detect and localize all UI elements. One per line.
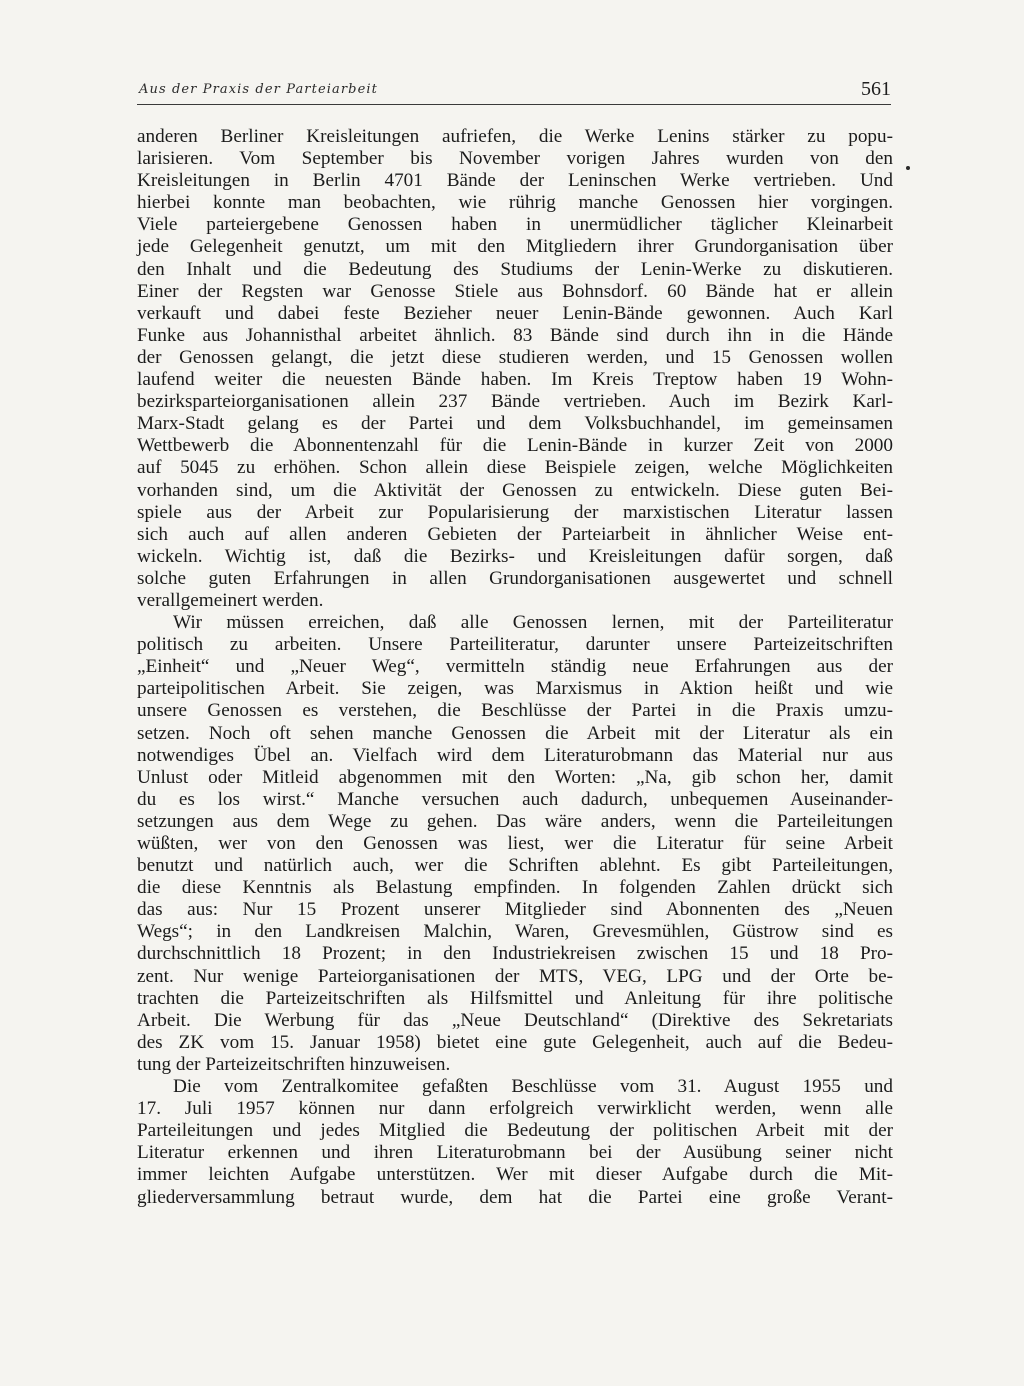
text-line: gliederversammlung betraut wurde, dem hat die Partei eine große Verant- xyxy=(137,1186,893,1208)
text-line: Einer der Regsten war Genosse Stiele aus Bohnsdorf. 60 Bände hat er allein xyxy=(137,280,893,302)
text-line: Funke aus Johannisthal arbeitet ähnlich. 83 Bände sind durch ihn in die Hände xyxy=(137,324,893,346)
text-line: das aus: Nur 15 Prozent unserer Mitglieder sind Abonnenten des „Neuen xyxy=(137,899,893,921)
text-line: spiele aus der Arbeit zur Popularisierung der marxistischen Literatur lassen xyxy=(137,501,893,523)
paragraph-1 xyxy=(137,126,893,612)
text-line: bezirksparteiorganisationen allein 237 Bände vertrieben. Auch im Bezirk Karl- xyxy=(137,391,893,413)
paragraph-3 xyxy=(137,1076,893,1209)
text-line: auf 5045 zu erhöhen. Schon allein diese Beispiele zeigen, welche Möglichkeiten xyxy=(137,457,893,479)
text-line: Unlust oder Mitleid abgenommen mit den Worten: „Na, gib schon her, damit xyxy=(137,766,893,788)
text-line: parteipolitischen Arbeit. Sie zeigen, was Marxismus in Aktion heißt und wie xyxy=(137,678,893,700)
header-rule xyxy=(137,104,891,105)
text-line: die diese Kenntnis als Belastung empfinden. In folgenden Zahlen drückt sich xyxy=(137,877,893,899)
text-line: vorhanden sind, um die Aktivität der Genossen zu entwickeln. Diese guten Bei- xyxy=(137,479,893,501)
text-line: notwendiges Übel an. Vielfach wird dem Literaturobmann das Material nur aus xyxy=(137,744,893,766)
text-line: Wir müssen erreichen, daß alle Genossen lernen, mit der Parteiliteratur xyxy=(173,612,893,634)
text-line: Literatur erkennen und ihren Literaturobmann bei der Ausübung seiner nicht xyxy=(137,1142,893,1164)
text-line: sich auch auf allen anderen Gebieten der Parteiarbeit in ähnlicher Weise ent- xyxy=(137,523,893,545)
text-line: trachten die Parteizeitschriften als Hilfsmittel und Anleitung für ihre politische xyxy=(137,987,893,1009)
text-line: wickeln. Wichtig ist, daß die Bezirks- und Kreisleitungen dafür sorgen, daß xyxy=(137,545,893,567)
text-line: benutzt und natürlich auch, wer die Schriften ablehnt. Es gibt Parteileitungen, xyxy=(137,855,893,877)
text-line: du es los wirst.“ Manche versuchen auch dadurch, unbequemen Auseinander- xyxy=(137,788,893,810)
text-line: setzungen aus dem Wege zu gehen. Das wäre anders, wenn die Parteileitungen xyxy=(137,810,893,832)
text-line: Wegs“; in den Landkreisen Malchin, Waren, Grevesmühlen, Güstrow sind es xyxy=(137,921,893,943)
text-line: jede Gelegenheit genutzt, um mit den Mitgliedern ihrer Grundorganisation über xyxy=(137,236,893,258)
text-line: larisieren. Vom September bis November vorigen Jahres wurden von den xyxy=(137,148,893,170)
text-line: der Genossen gelangt, die jetzt diese studieren werden, und 15 Genossen wollen xyxy=(137,346,893,368)
page-number: 561 xyxy=(861,78,891,100)
text-line: politisch zu arbeiten. Unsere Parteiliteratur, darunter unsere Parteizeitschriften xyxy=(137,634,893,656)
text-line: anderen Berliner Kreisleitungen aufriefen, die Werke Lenins stärker zu popu- xyxy=(137,126,893,147)
text-line: Die vom Zentralkomitee gefaßten Beschlüsse vom 31. August 1955 und xyxy=(173,1076,893,1098)
text-line: wüßten, wer von den Genossen was liest, wer die Literatur für seine Arbeit xyxy=(137,833,893,854)
text-line: verkauft und dabei feste Bezieher neuer Lenin-Bände gewonnen. Auch Karl xyxy=(137,302,893,324)
text-line: unsere Genossen es verstehen, die Beschlüsse der Partei in die Praxis umzu- xyxy=(137,700,893,722)
text-line: setzen. Noch oft sehen manche Genossen die Arbeit mit der Literatur als ein xyxy=(137,722,893,744)
text-line: Marx-Stadt gelang es der Partei und dem Volksbuchhandel, im gemeinsamen xyxy=(137,413,893,435)
text-line: „Einheit“ und „Neuer Weg“, vermitteln ständig neue Erfahrungen aus der xyxy=(137,656,893,678)
text-line: des ZK vom 15. Januar 1958) bietet eine gute Gelegenheit, auch auf die Bedeu- xyxy=(137,1031,893,1053)
text-line: verallgemeinert werden. xyxy=(137,589,324,611)
text-line: Kreisleitungen in Berlin 4701 Bände der Leninschen Werke vertrieben. Und xyxy=(137,170,893,192)
text-line: laufend weiter die neuesten Bände haben. Im Kreis Treptow haben 19 Wohn- xyxy=(137,369,893,391)
running-title: Aus der Praxis der Parteiarbeit xyxy=(139,82,378,97)
text-line: Viele parteiergebene Genossen haben in unermüdlicher täglicher Kleinarbeit xyxy=(137,214,893,236)
text-line: Arbeit. Die Werbung für das „Neue Deutschland“ (Direktive des Sekretariats xyxy=(137,1009,893,1031)
text-line: 17. Juli 1957 können nur dann erfolgreich verwirklicht werden, wenn alle xyxy=(137,1098,893,1120)
paragraph-2 xyxy=(137,612,893,1076)
text-line: hierbei konnte man beobachten, wie rührig manche Genossen hier vorgingen. xyxy=(137,192,893,214)
text-line: durchschnittlich 18 Prozent; in den Industriekreisen zwischen 15 und 18 Pro- xyxy=(137,943,893,965)
text-line: solche guten Erfahrungen in allen Grundorganisationen ausgewertet und schnell xyxy=(137,567,893,589)
body-text xyxy=(137,126,893,1209)
margin-dot-mark xyxy=(906,166,910,170)
text-line: zent. Nur wenige Parteiorganisationen der MTS, VEG, LPG und der Orte be- xyxy=(137,965,893,987)
text-line: immer leichten Aufgabe unterstützen. Wer mit dieser Aufgabe durch die Mit- xyxy=(137,1164,893,1186)
text-line: Wettbewerb die Abonnentenzahl für die Lenin-Bände in kurzer Zeit von 2000 xyxy=(137,435,893,457)
text-line: tung der Parteizeitschriften hinzuweisen. xyxy=(137,1053,451,1075)
running-header xyxy=(137,78,891,104)
text-line: Parteileitungen und jedes Mitglied die Bedeutung der politischen Arbeit mit der xyxy=(137,1120,893,1142)
text-line: den Inhalt und die Bedeutung des Studiums der Lenin-Werke zu diskutieren. xyxy=(137,258,893,280)
